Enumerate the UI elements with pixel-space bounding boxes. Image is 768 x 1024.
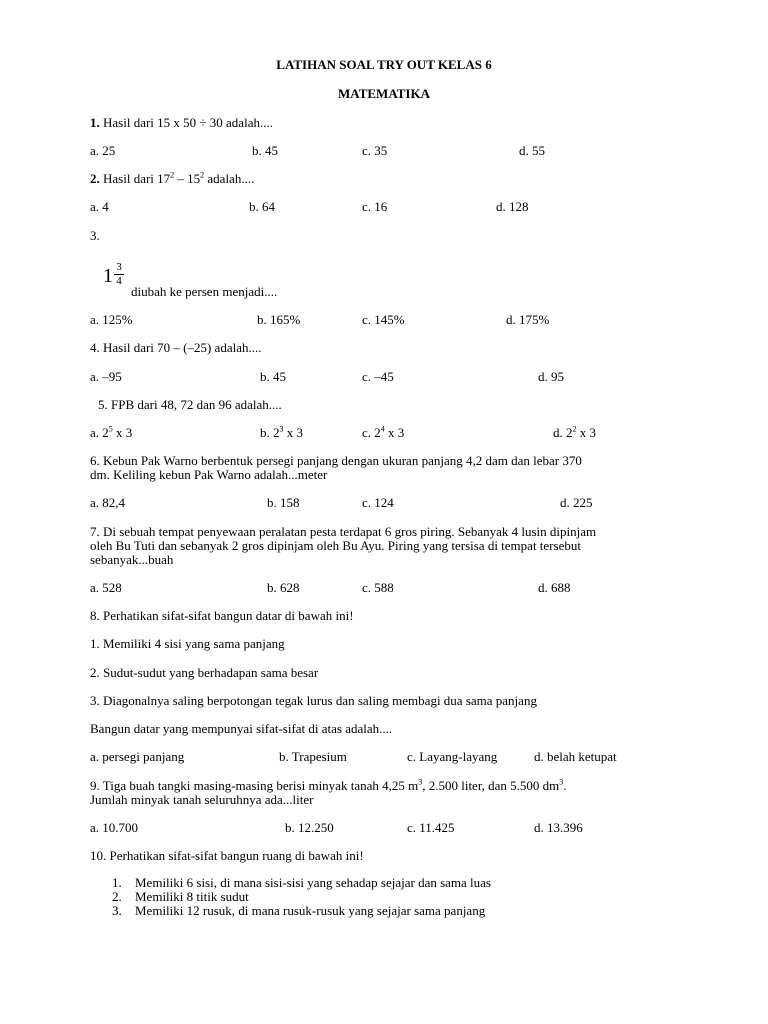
question-1 xyxy=(90,115,273,130)
option-d: d. 225 xyxy=(560,495,593,510)
option-label: c. 2 xyxy=(362,425,381,440)
option-a: a. 82,4 xyxy=(90,495,126,510)
question-7-line-2: oleh Bu Tuti dan sebanyak 2 gros dipinjam oleh Bu Ayu. Piring yang tersisa di tempat tersebut xyxy=(90,538,581,553)
fraction-numerator: 3 xyxy=(116,261,122,273)
option-c: c. 35 xyxy=(362,143,388,158)
question-number: 2. xyxy=(90,171,100,186)
option-a: a. 4 xyxy=(90,199,109,214)
option-c: c. 124 xyxy=(362,495,394,510)
question-text: Hasil dari 17 xyxy=(99,171,171,186)
option-label: d. 2 xyxy=(553,425,573,440)
option-d xyxy=(553,425,596,440)
question-text: 9. Tiga buah tangki masing-masing berisi minyak tanah 4,25 m xyxy=(90,778,419,793)
option-label: x 3 xyxy=(384,425,405,440)
question-6-line-2: dm. Keliling kebun Pak Warno adalah...meter xyxy=(90,467,328,482)
question-2 xyxy=(90,171,254,186)
option-a xyxy=(90,425,132,440)
option-a: a. 125% xyxy=(90,312,133,327)
option-c xyxy=(362,425,404,440)
option-c: c. Layang-layang xyxy=(407,749,498,764)
option-label: x 3 xyxy=(112,425,133,440)
option-label: b. 2 xyxy=(260,425,280,440)
list-item xyxy=(90,890,491,904)
list-marker: 1. xyxy=(112,875,122,890)
list-item-text: Memiliki 6 sisi, di mana sisi-sisi yang sehadap sejajar dan sama luas xyxy=(135,875,491,890)
option-b xyxy=(260,425,303,440)
question-text: – 15 xyxy=(174,171,201,186)
question-3-text: diubah ke persen menjadi.... xyxy=(131,284,278,299)
exponent: 2 xyxy=(170,170,175,180)
document-subtitle: MATEMATIKA xyxy=(338,86,430,101)
option-d: d. 95 xyxy=(538,369,564,384)
list-item xyxy=(90,904,491,918)
question-9-line-2: Jumlah minyak tanah seluruhnya ada...liter xyxy=(90,792,314,807)
question-8: 8. Perhatikan sifat-sifat bangun datar di bawah ini! xyxy=(90,608,354,623)
question-text: , 2.500 liter, dan 5.500 dm xyxy=(422,778,560,793)
option-b: b. 64 xyxy=(249,199,275,214)
list-item-text: Memiliki 12 rusuk, di mana rusuk-rusuk yang sejajar sama panjang xyxy=(135,903,486,918)
question-6-line-1: 6. Kebun Pak Warno berbentuk persegi panjang dengan ukuran panjang 4,2 dam dan lebar 370 xyxy=(90,453,582,468)
exponent: 3 xyxy=(559,777,564,787)
question-text: Hasil dari 15 x 50 ÷ 30 adalah.... xyxy=(99,115,273,130)
document-title: LATIHAN SOAL TRY OUT KELAS 6 xyxy=(276,57,492,72)
exponent: 2 xyxy=(200,170,205,180)
question-8-prompt: Bangun datar yang mempunyai sifat-sifat di atas adalah.... xyxy=(90,721,393,736)
mixed-fraction xyxy=(114,262,124,287)
option-label: x 3 xyxy=(576,425,596,440)
list-marker: 3. xyxy=(112,903,122,918)
option-d: d. 688 xyxy=(538,580,571,595)
numbered-list xyxy=(90,876,491,918)
property-2: 2. Sudut-sudut yang berhadapan sama besar xyxy=(90,665,319,680)
question-9-line-1 xyxy=(90,778,567,793)
exponent: 3 xyxy=(279,424,284,434)
option-b: b. 158 xyxy=(267,495,300,510)
mixed-fraction-whole: 1 xyxy=(103,265,113,287)
property-1: 1. Memiliki 4 sisi yang sama panjang xyxy=(90,636,285,651)
option-d: d. belah ketupat xyxy=(534,749,617,764)
option-d: d. 13.396 xyxy=(534,820,583,835)
list-marker: 2. xyxy=(112,889,122,904)
option-a: a. 25 xyxy=(90,143,116,158)
option-b: b. 165% xyxy=(257,312,301,327)
exponent: 3 xyxy=(418,777,423,787)
option-c: c. 145% xyxy=(362,312,405,327)
option-a: a. 528 xyxy=(90,580,122,595)
question-7-line-3: sebanyak...buah xyxy=(90,552,174,567)
list-item xyxy=(90,876,491,890)
option-b: b. 628 xyxy=(267,580,300,595)
question-number: 1. xyxy=(90,115,100,130)
option-b: b. 12.250 xyxy=(285,820,334,835)
exponent: 5 xyxy=(108,424,113,434)
question-7-line-1: 7. Di sebuah tempat penyewaan peralatan pesta terdapat 6 gros piring. Sebanyak 4 lusin dipinjam xyxy=(90,524,597,539)
option-c: c. 588 xyxy=(362,580,394,595)
option-c: c. –45 xyxy=(362,369,394,384)
option-label: x 3 xyxy=(283,425,303,440)
question-10: 10. Perhatikan sifat-sifat bangun ruang di bawah ini! xyxy=(90,848,364,863)
option-label: a. 2 xyxy=(90,425,109,440)
question-text: . xyxy=(563,778,567,793)
option-b: b. 45 xyxy=(252,143,278,158)
fraction-denominator: 4 xyxy=(116,275,122,287)
option-c: c. 11.425 xyxy=(407,820,455,835)
exponent: 2 xyxy=(572,424,577,434)
option-b: b. 45 xyxy=(260,369,286,384)
option-a: a. persegi panjang xyxy=(90,749,185,764)
option-d: d. 128 xyxy=(496,199,529,214)
exponent: 4 xyxy=(380,424,385,434)
question-4: 4. Hasil dari 70 – (–25) adalah.... xyxy=(90,340,262,355)
list-item-text: Memiliki 8 titik sudut xyxy=(135,889,249,904)
question-3-number: 3. xyxy=(90,228,100,243)
question-5: 5. FPB dari 48, 72 dan 96 adalah.... xyxy=(98,397,282,412)
property-3: 3. Diagonalnya saling berpotongan tegak lurus dan saling membagi dua sama panjang xyxy=(90,693,537,708)
option-a: a. –95 xyxy=(90,369,122,384)
option-d: d. 175% xyxy=(506,312,550,327)
option-a: a. 10.700 xyxy=(90,820,139,835)
option-d: d. 55 xyxy=(519,143,545,158)
option-c: c. 16 xyxy=(362,199,388,214)
option-b: b. Trapesium xyxy=(279,749,347,764)
question-text: adalah.... xyxy=(204,171,255,186)
